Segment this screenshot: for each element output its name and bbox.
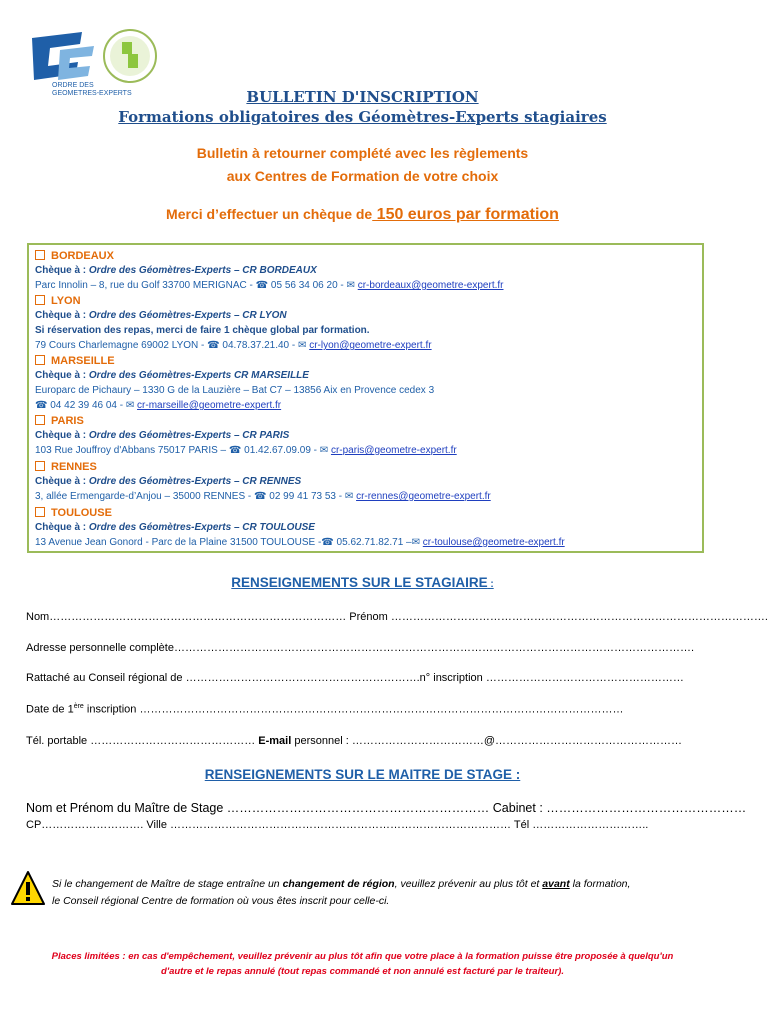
centre-phone: 05 56 34 06 20 - — [268, 280, 347, 291]
warning-emphasis: changement de région — [282, 878, 395, 890]
centre-cheque — [35, 429, 289, 443]
email-icon: ✉ — [344, 491, 354, 502]
stagiaire-heading-text: RENSEIGNEMENTS SUR LE STAGIAIRE — [231, 575, 488, 590]
prenom-input[interactable]: …………………………………………………………………………………………. — [387, 611, 768, 623]
centre-city: RENNES — [51, 461, 97, 473]
centre-city: TOULOUSE — [51, 507, 112, 519]
centre-cheque — [35, 264, 317, 278]
email-icon: ✉ — [125, 400, 135, 411]
checkbox-icon[interactable] — [35, 415, 45, 425]
email-domain-input[interactable]: @…………………………………………… — [483, 735, 682, 747]
logo-text-line1: ORDRE DES — [52, 82, 94, 89]
warning-line-2: le Conseil régional Centre de formation où vous êtes inscrit pour celle-ci. — [52, 895, 390, 907]
cheque-amount: 150 euros par formation — [372, 206, 559, 223]
centre-city: MARSEILLE — [51, 355, 115, 367]
centre-lyon-title[interactable] — [35, 294, 81, 308]
centre-email-link[interactable]: cr-lyon@geometre-expert.fr — [309, 340, 432, 351]
centre-rennes-title[interactable] — [35, 460, 97, 474]
centre-marseille-title[interactable] — [35, 354, 115, 368]
centre-bordeaux-title[interactable] — [35, 249, 114, 263]
warning-text: , veuillez prévenir au plus tôt et — [394, 878, 543, 890]
email-label-suffix: personnel : — [291, 735, 352, 747]
centre-city: LYON — [51, 295, 81, 307]
tel-email-field[interactable] — [26, 735, 682, 747]
warning-line-1 — [52, 878, 630, 890]
cheque-payee: Ordre des Géomètres-Experts – CR TOULOUSE — [88, 522, 315, 533]
ville-input[interactable]: ………………………………………………………………………………… — [170, 819, 512, 831]
places-notice-line-1: Places limitées : en cas d'empêchement, veuillez prévenir au plus tôt afin que votre place à la formation puisse être proposée à quelqu'un — [51, 951, 674, 962]
cabinet-label: Cabinet : — [489, 801, 547, 815]
centre-email-link[interactable]: cr-marseille@geometre-expert.fr — [137, 400, 282, 411]
centre-contact — [35, 444, 457, 458]
cabinet-input[interactable]: ………………………………………… — [546, 801, 747, 815]
cheque-label: Chèque à : — [35, 265, 87, 276]
conseil-field[interactable] — [26, 672, 684, 684]
date-input[interactable]: …………………………………………………………………………………………………………………… — [139, 703, 624, 716]
conseil-input[interactable]: ………………………………………………………. — [185, 672, 420, 684]
nom-prenom-field[interactable] — [26, 611, 768, 623]
page-title: BULLETIN D'INSCRIPTION — [246, 88, 479, 106]
logo-text-line2: GEOMETRES-EXPERTS — [52, 90, 132, 97]
centre-phone: 01.42.67.09.09 - — [241, 445, 320, 456]
cheque-label: Chèque à : — [35, 430, 87, 441]
page-subtitle: Formations obligatoires des Géomètres-Experts stagiaires — [118, 108, 607, 126]
conseil-label: Rattaché au Conseil régional de — [26, 672, 186, 684]
centre-city: PARIS — [51, 415, 84, 427]
centre-address: 3, allée Ermengarde-d’Anjou – 35000 RENNES - — [35, 491, 255, 502]
email-label: E-mail — [258, 735, 292, 747]
date-label: Date de 1 — [26, 703, 74, 716]
centre-email-link[interactable]: cr-toulouse@geometre-expert.fr — [422, 537, 565, 548]
centre-address: Parc Innolin – 8, rue du Golf 33700 MERIGNAC - — [35, 280, 256, 291]
date-label-sup: ère — [73, 703, 84, 710]
cheque-payee: Ordre des Géomètres-Experts – CR RENNES — [88, 476, 302, 487]
phone-icon: ☎ — [207, 340, 220, 351]
nom-input[interactable]: ……………………………………………………………………… — [49, 611, 350, 623]
centre-address: 13 Avenue Jean Gonord - Parc de la Plaine 31500 TOULOUSE - — [35, 537, 322, 548]
centre-contact — [35, 339, 432, 353]
centre-phone: 04.78.37.21.40 - — [219, 340, 299, 351]
maitre-tel-label: Tél — [511, 819, 533, 831]
phone-icon: ☎ — [35, 400, 48, 411]
instruction-line-1: Bulletin à retourner complété avec les règlements — [196, 145, 529, 161]
centre-note: Si réservation des repas, merci de faire 1 chèque global par formation. — [35, 325, 370, 336]
stagiaire-heading — [0, 575, 725, 590]
tel-input[interactable]: ……………………………………… — [90, 735, 259, 747]
centre-address: 79 Cours Charlemagne 69002 LYON - — [35, 340, 208, 351]
warning-emphasis: avant — [542, 878, 570, 890]
stagiaire-heading-suffix: : — [487, 579, 494, 590]
checkbox-icon[interactable] — [35, 507, 45, 517]
tel-label: Tél. portable — [26, 735, 91, 747]
centre-email-link[interactable]: cr-bordeaux@geometre-expert.fr — [357, 280, 504, 291]
cheque-instruction — [0, 206, 725, 224]
maitre-nom-input[interactable]: ……………………………………………………… — [226, 801, 490, 815]
email-icon: ✉ — [298, 340, 307, 351]
warning-text: Si le changement de Maître de stage entraîne un — [52, 878, 283, 890]
adresse-input[interactable]: ……………………………………………………………………………………………………………………………. — [173, 642, 695, 654]
cheque-prefix: Merci d’effectuer un chèque de — [166, 206, 373, 222]
checkbox-icon[interactable] — [35, 250, 45, 260]
date-label-suffix: inscription — [83, 703, 140, 716]
instruction-line-2: aux Centres de Formation de votre choix — [226, 168, 499, 184]
maitre-tel-input[interactable]: ………………………….. — [532, 819, 649, 831]
warning-text: la formation, — [569, 878, 631, 890]
centre-contact — [35, 279, 504, 293]
cheque-payee: Ordre des Géomètres-Experts – CR BORDEAUX — [88, 265, 317, 276]
maitre-nom-label: Nom et Prénom du Maître de Stage — [26, 801, 227, 815]
centre-cheque — [35, 309, 287, 323]
maitre-adresse-field[interactable] — [26, 819, 648, 831]
maitre-heading: RENSEIGNEMENTS SUR LE MAITRE DE STAGE : — [204, 767, 521, 782]
checkbox-icon[interactable] — [35, 461, 45, 471]
centre-email-link[interactable]: cr-rennes@geometre-expert.fr — [356, 491, 491, 502]
checkbox-icon[interactable] — [35, 355, 45, 365]
centre-email-link[interactable]: cr-paris@geometre-expert.fr — [330, 445, 457, 456]
checkbox-icon[interactable] — [35, 295, 45, 305]
prenom-label: Prénom — [349, 611, 388, 623]
phone-icon: ☎ — [321, 537, 334, 548]
cheque-label: Chèque à : — [35, 310, 87, 321]
email-icon: ✉ — [319, 445, 329, 456]
cp-input[interactable]: ………………………. — [41, 819, 144, 831]
places-notice-line-2: d'autre et le repas annulé (tout repas commandé et non annulé est facturé par le traiteur). — [161, 966, 564, 977]
phone-icon: ☎ — [255, 280, 269, 291]
centre-contact — [35, 399, 281, 413]
centre-cheque — [35, 521, 315, 535]
centre-phone: 04 42 39 46 04 - — [47, 400, 126, 411]
cheque-label: Chèque à : — [35, 370, 87, 381]
phone-icon: ☎ — [254, 491, 267, 502]
num-inscription-input[interactable]: ……………………………………………… — [485, 672, 684, 684]
ville-label: Ville — [143, 819, 171, 831]
email-icon: ✉ — [411, 537, 421, 548]
cheque-payee: Ordre des Géomètres-Experts – CR PARIS — [88, 430, 290, 441]
adresse-field[interactable] — [26, 642, 694, 654]
centre-paris-title[interactable] — [35, 414, 84, 428]
maitre-nom-field[interactable] — [26, 801, 746, 815]
email-icon: ✉ — [346, 280, 355, 291]
centres-list — [27, 243, 704, 553]
centre-phone: 05.62.71.82.71 – — [333, 537, 412, 548]
centre-phone: 02 99 41 73 53 - — [266, 491, 345, 502]
centre-address: Europarc de Pichaury – 1330 G de la Lauzière – Bat C7 – 13856 Aix en Provence cedex 3 — [35, 385, 435, 396]
centre-contact — [35, 536, 565, 550]
centre-contact — [35, 490, 491, 504]
nom-label: Nom — [26, 611, 50, 623]
date-inscription-field[interactable] — [26, 703, 623, 716]
centre-address: 103 Rue Jouffroy d'Abbans 75017 PARIS – — [35, 445, 229, 456]
phone-icon: ☎ — [228, 445, 242, 456]
cheque-label: Chèque à : — [35, 522, 87, 533]
cheque-label: Chèque à : — [35, 476, 87, 487]
centre-cheque — [35, 369, 309, 383]
adresse-label: Adresse personnelle complète — [26, 642, 174, 654]
centre-city: BORDEAUX — [51, 250, 114, 262]
cheque-payee: Ordre des Géomètres-Experts CR MARSEILLE — [88, 370, 309, 381]
warning-icon — [10, 870, 46, 908]
email-user-input[interactable]: ……………………………… — [351, 735, 484, 747]
centre-cheque — [35, 475, 301, 489]
cheque-payee: Ordre des Géomètres-Experts – CR LYON — [88, 310, 287, 321]
centre-toulouse-title[interactable] — [35, 506, 112, 520]
cp-label: CP — [26, 819, 42, 831]
num-inscription-label: n° inscription — [419, 672, 486, 684]
